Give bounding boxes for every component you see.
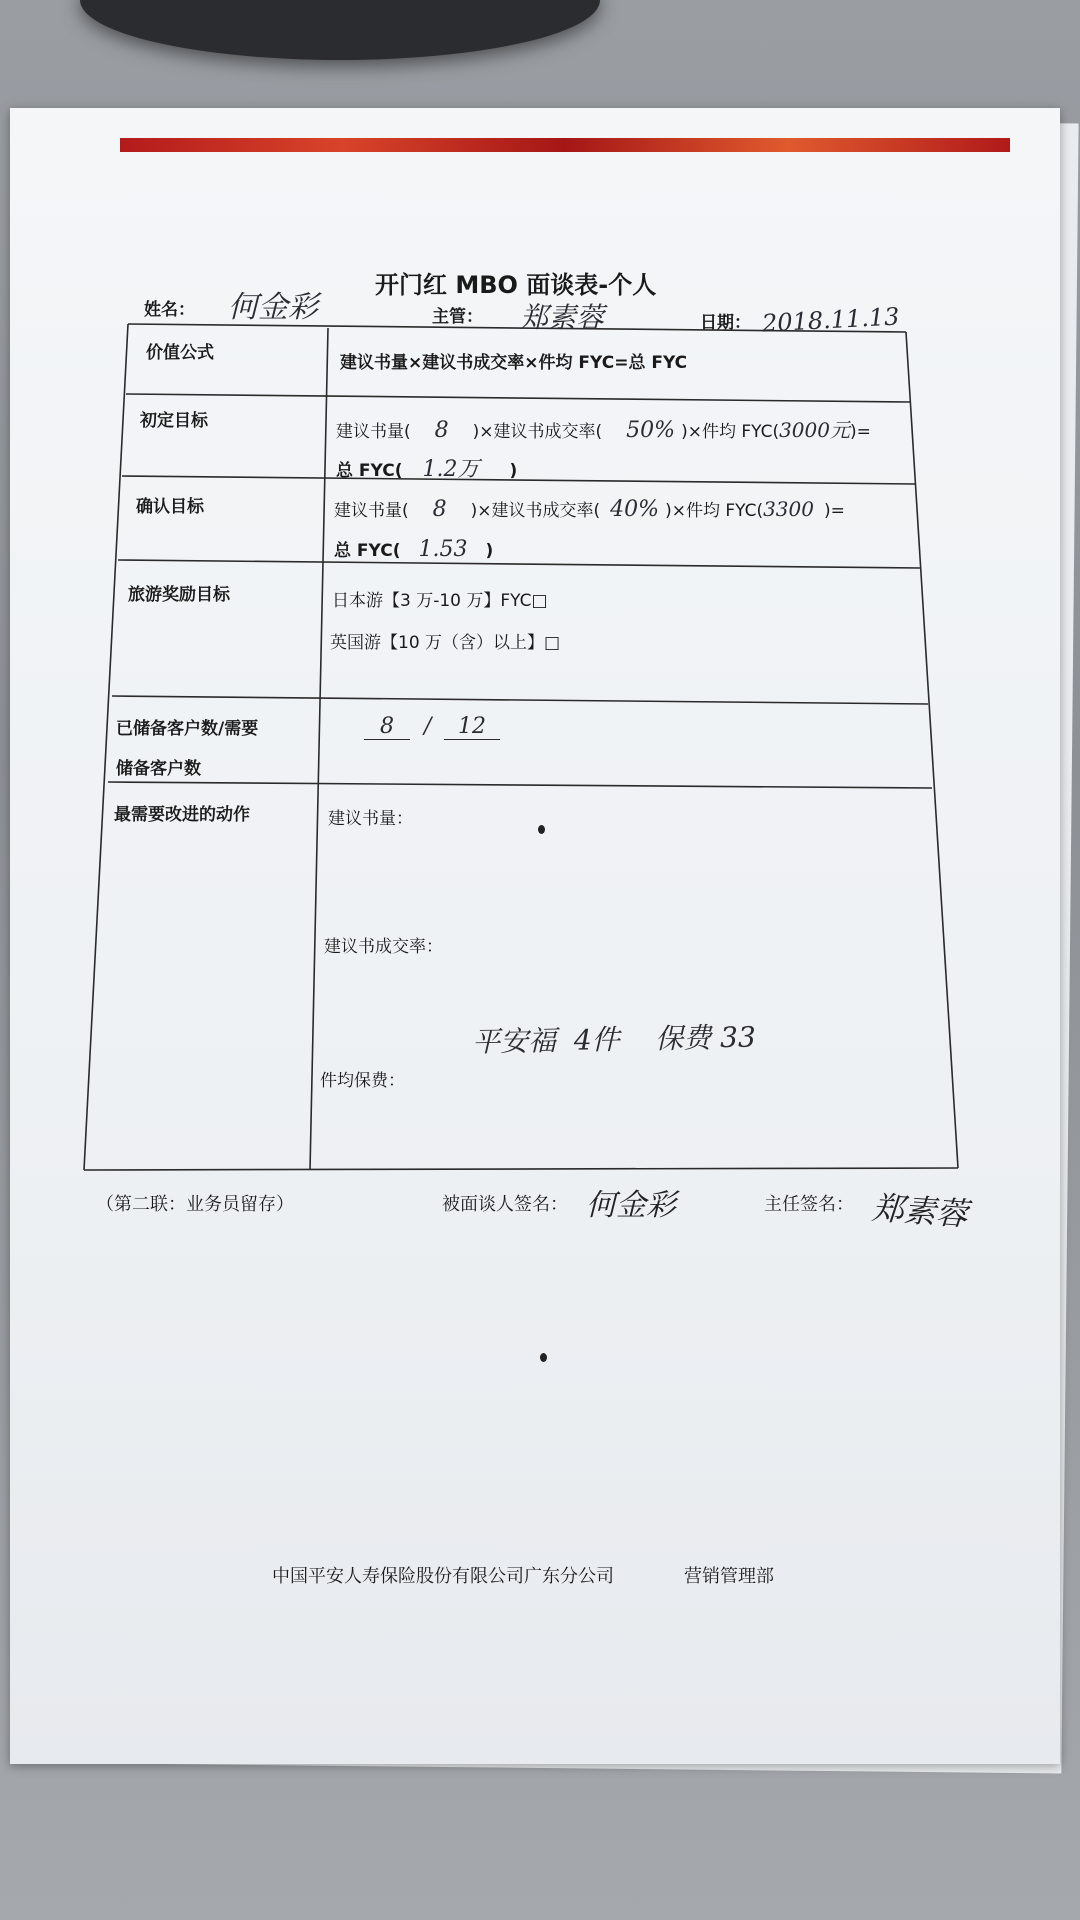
initial-qty-value: 8 [434, 418, 449, 443]
form-title: 开门红 MBO 面谈表-个人 [375, 271, 657, 299]
initial-fyc-prefix: )×件均 FYC( [681, 422, 780, 442]
improve-note-handwritten: 平安福 4件 保费 33 [471, 1020, 757, 1059]
confirmed-rate-value: 40% [610, 497, 660, 522]
reserve-separator: / [424, 714, 432, 739]
ink-dot [540, 1353, 547, 1362]
initial-rate-prefix: )×建议书成交率( [472, 422, 603, 442]
reserve-label-line2: 储备客户数 [116, 759, 201, 779]
confirmed-total-label: 总 FYC( [334, 541, 401, 561]
confirmed-line1 [334, 496, 845, 522]
initial-target-label: 初定目标 [140, 411, 208, 431]
director-sign-label: 主任签名： [764, 1194, 854, 1215]
confirmed-equals: )= [823, 501, 845, 521]
department-name: 营销管理部 [684, 1566, 774, 1587]
initial-qty-prefix: 建议书量( [336, 422, 411, 442]
date-label: 日期： [700, 313, 751, 333]
confirmed-fyc-prefix: )×件均 FYC( [665, 501, 764, 521]
confirmed-rate-prefix: )×建议书成交率( [470, 501, 601, 521]
confirmed-target-label: 确认目标 [136, 497, 204, 517]
travel-uk-option: 英国游【10 万（含）以上】□ [330, 633, 561, 653]
initial-total-end: ) [509, 461, 518, 481]
interviewee-sign-label: 被面谈人签名： [442, 1194, 568, 1215]
improve-rate-label: 建议书成交率： [324, 937, 443, 957]
improve-action-label: 最需要改进的动作 [114, 805, 250, 825]
confirmed-qty-prefix: 建议书量( [334, 501, 409, 521]
supervisor-label: 主管： [432, 307, 483, 327]
company-name: 中国平安人寿保险股份有限公司广东分公司 [272, 1566, 614, 1587]
travel-target-label: 旅游奖励目标 [128, 585, 230, 605]
formula-label: 价值公式 [146, 343, 214, 363]
improve-qty-label: 建议书量： [328, 809, 413, 829]
confirmed-line2 [334, 536, 493, 562]
initial-equals: )= [849, 422, 871, 442]
travel-japan-option: 日本游【3 万-10 万】FYC□ [332, 591, 548, 611]
name-label: 姓名： [144, 300, 195, 320]
director-signature: 郑素蓉 [870, 1188, 970, 1234]
copy-label: （第二联：业务员留存） [96, 1194, 294, 1215]
name-value: 何金彩 [228, 290, 318, 325]
improve-premium-label: 件均保费： [320, 1071, 405, 1091]
confirmed-total-value: 1.53 [418, 537, 468, 562]
initial-fyc-value: 3000元 [779, 418, 850, 442]
interviewee-signature: 何金彩 [586, 1188, 676, 1223]
confirmed-qty-value: 8 [432, 497, 447, 522]
reserve-need-value: 12 [444, 714, 500, 740]
reserve-label-line1: 已储备客户数/需要 [116, 719, 259, 739]
initial-total-label: 总 FYC( [336, 461, 403, 481]
formula-text: 建议书量×建议书成交率×件均 FYC=总 FYC [340, 353, 688, 373]
confirmed-fyc-value: 3300 [763, 497, 814, 521]
initial-total-value: 1.2万 [422, 457, 480, 482]
initial-rate-value: 50% [626, 418, 676, 443]
confirmed-total-end: ) [485, 541, 494, 561]
initial-line2 [336, 452, 517, 483]
supervisor-value: 郑素蓉 [520, 301, 605, 334]
initial-line1 [336, 414, 871, 443]
reserve-have-value: 8 [364, 714, 410, 740]
ink-dot [538, 825, 545, 834]
date-value: 2018.11.13 [761, 302, 901, 338]
